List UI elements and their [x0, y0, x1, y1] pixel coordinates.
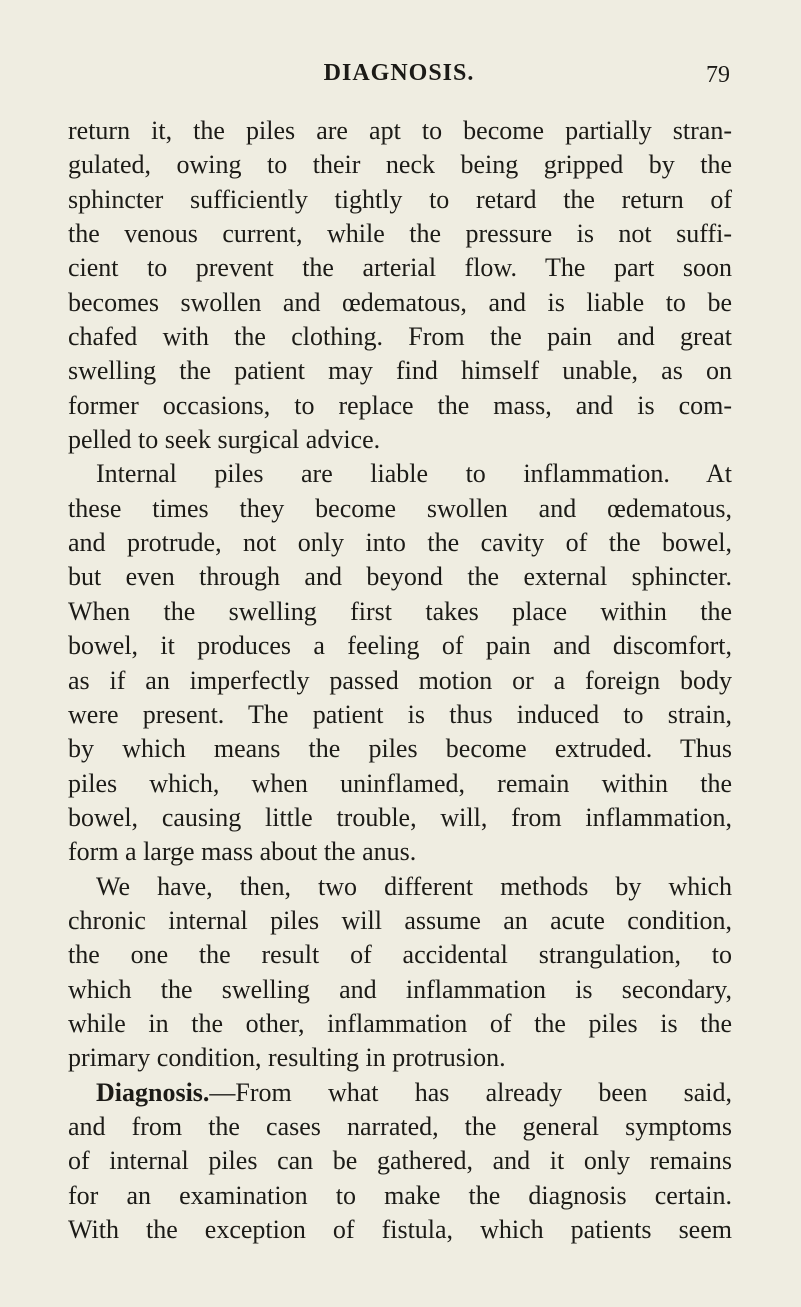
- text-line: [68, 217, 732, 251]
- line-text: by which means the piles become extruded. Thus: [68, 734, 732, 764]
- line-text: bowel, it produces a feeling of pain and discomfort,: [68, 631, 732, 661]
- line-text: primary condition, resulting in protrusion.: [68, 1043, 506, 1073]
- text-line: [68, 526, 732, 560]
- line-text: and from the cases narrated, the general symptoms: [68, 1111, 732, 1141]
- text-line: [68, 320, 732, 354]
- text-line: [68, 664, 732, 698]
- text-line: [68, 1179, 732, 1213]
- line-text: while in the other, inflammation of the piles is the: [68, 1008, 732, 1038]
- line-text: these times they become swollen and œdematous,: [68, 493, 732, 523]
- page-number: 79: [706, 62, 730, 88]
- line-text: cient to prevent the arterial flow. The part soon: [68, 253, 732, 283]
- text-line: [68, 183, 732, 217]
- line-text: for an examination to make the diagnosis certain.: [68, 1180, 732, 1210]
- text-line: [68, 870, 732, 904]
- line-text: We have, then, two different methods by which: [96, 871, 732, 901]
- line-text: form a large mass about the anus.: [68, 837, 417, 867]
- line-text: bowel, causing little trouble, will, from inflammation,: [68, 802, 732, 832]
- text-line: [68, 457, 732, 491]
- text-line: [68, 286, 732, 320]
- line-text: the venous current, while the pressure is not suffi-: [68, 219, 732, 249]
- line-text: former occasions, to replace the mass, and is com-: [68, 390, 732, 420]
- line-text: and protrude, not only into the cavity of the bowel,: [68, 528, 732, 558]
- text-line: [68, 1110, 732, 1144]
- running-title: DIAGNOSIS.: [323, 60, 475, 86]
- text-line: [68, 801, 732, 835]
- line-text: gulated, owing to their neck being gripped by the: [68, 150, 732, 180]
- line-text: the one the result of accidental strangulation, to: [68, 940, 732, 970]
- text-line: [68, 560, 732, 594]
- text-line: [68, 389, 732, 423]
- text-line: [68, 595, 732, 629]
- text-line: [68, 698, 732, 732]
- text-line: [68, 423, 732, 457]
- body-text: [68, 114, 732, 1247]
- section-run-in-heading: Diagnosis.: [96, 1077, 210, 1107]
- line-text: —From what has already been said,: [209, 1077, 732, 1107]
- text-line: [68, 904, 732, 938]
- line-text: chronic internal piles will assume an acute condition,: [68, 905, 732, 935]
- text-line: [68, 1213, 732, 1247]
- line-text: chafed with the clothing. From the pain and great: [68, 322, 732, 352]
- line-text: were present. The patient is thus induced to strain,: [68, 699, 732, 729]
- text-line: [68, 492, 732, 526]
- text-line: [68, 835, 732, 869]
- line-text: swelling the patient may find himself unable, as on: [68, 356, 732, 386]
- text-line: [68, 767, 732, 801]
- running-head: [68, 60, 730, 94]
- line-text: Internal piles are liable to inflammation. At: [96, 459, 732, 489]
- text-line: [68, 354, 732, 388]
- text-line: [68, 1041, 732, 1075]
- text-line: [68, 251, 732, 285]
- line-text: With the exception of fistula, which patients seem: [68, 1215, 732, 1244]
- text-line: [68, 1144, 732, 1178]
- line-text: When the swelling first takes place within the: [68, 596, 732, 626]
- line-text: pelled to seek surgical advice.: [68, 425, 381, 455]
- text-line: [68, 1007, 732, 1041]
- line-text: sphincter sufficiently tightly to retard the return of: [68, 184, 732, 214]
- line-text: of internal piles can be gathered, and it only remains: [68, 1146, 732, 1176]
- text-line: [68, 1076, 732, 1110]
- line-text: which the swelling and inflammation is secondary,: [68, 974, 732, 1004]
- line-text: but even through and beyond the external sphincter.: [68, 562, 732, 592]
- text-line: [68, 973, 732, 1007]
- line-text: as if an imperfectly passed motion or a foreign body: [68, 665, 732, 695]
- text-line: [68, 732, 732, 766]
- line-text: becomes swollen and œdematous, and is liable to be: [68, 287, 732, 317]
- text-line: [68, 114, 732, 148]
- text-line: [68, 629, 732, 663]
- text-line: [68, 938, 732, 972]
- line-text: piles which, when uninflamed, remain within the: [68, 768, 732, 798]
- line-text: return it, the piles are apt to become partially stran-: [68, 116, 732, 145]
- text-line: [68, 148, 732, 182]
